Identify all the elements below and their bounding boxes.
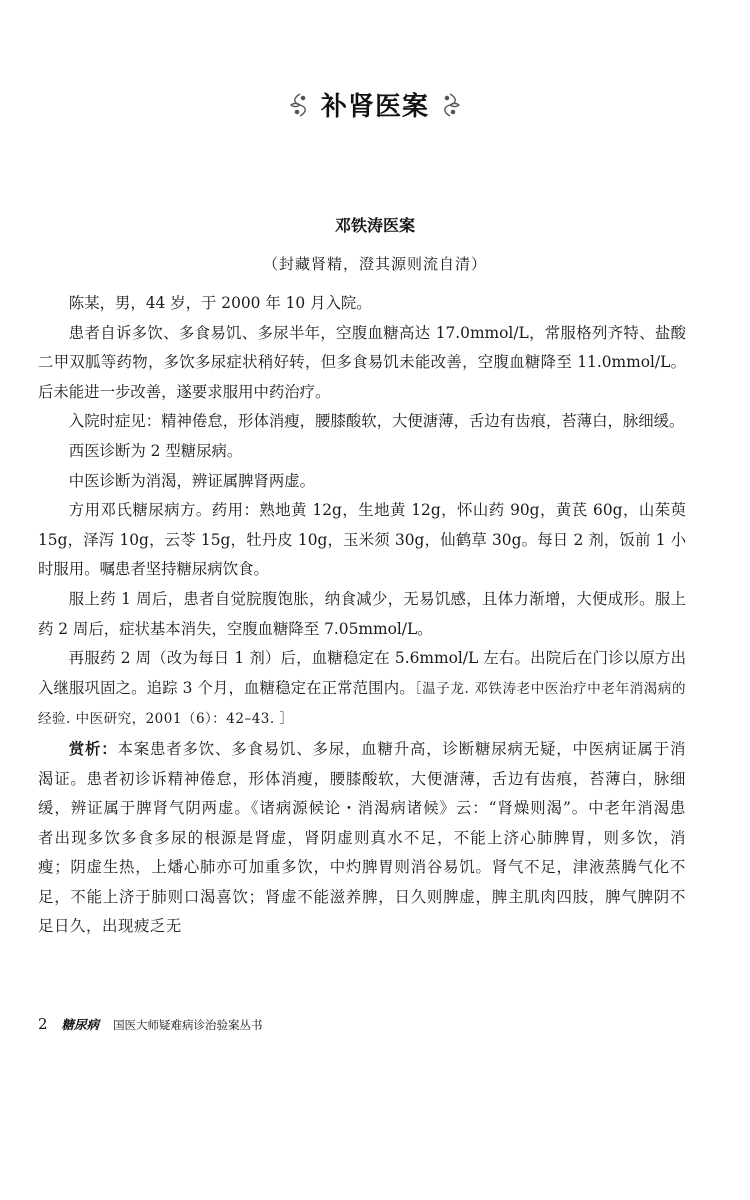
paragraph-progress: 服上药 1 周后，患者自觉脘腹饱胀，纳食减少，无易饥感，且体力渐增，大便成形。服上药 2 周后，症状基本消失，空腹血糖降至 7.05mmol/L。 bbox=[38, 589, 686, 638]
left-ornament-icon bbox=[289, 92, 311, 118]
followup-text: 再服药 2 周（改为每日 1 剂）后，血糖稳定在 5.6mmol/L 左右。出院后在门诊以原方出入继服巩固之。追踪 3 个月，血糖稳定在正常范围内。 bbox=[38, 649, 686, 697]
paragraph-followup bbox=[38, 644, 686, 735]
paragraph-history: 患者自诉多饮、多食易饥、多尿半年，空腹血糖高达 17.0mmol/L，常服格列齐特、盐酸二甲双胍等药物，多饮多尿症状稍好转，但多食易饥未能改善，空腹血糖降至 11.0mmol/L。后未能进一步改善，遂要求服用中药治疗。 bbox=[38, 323, 686, 401]
paragraph-symptoms: 入院时症见：精神倦怠，形体消瘦，腰膝酸软，大便溏薄，舌边有齿痕，苔薄白，脉细缓。 bbox=[68, 412, 685, 431]
chapter-header bbox=[0, 86, 750, 123]
paragraph-admission: 陈某，男，44 岁，于 2000 年 10 月入院。 bbox=[68, 294, 372, 312]
case-subtitle: （封藏肾精，澄其源则流自清） bbox=[262, 255, 487, 273]
paragraph-prescription: 方用邓氏糖尿病方。药用：熟地黄 12g，生地黄 12g，怀山药 90g，黄芪 60g，山茱萸 15g，泽泻 10g，云苓 15g，牡丹皮 10g，玉米须 30g，仙鹤草 30g。每日 2 剂，饭前 1 小时服用。嘱患者坚持糖尿病饮食。 bbox=[38, 501, 686, 579]
case-title: 邓铁涛医案 bbox=[334, 216, 415, 235]
paragraph-tcm-diagnosis: 中医诊断为消渴，辨证属脾肾两虚。 bbox=[68, 471, 316, 490]
case-body bbox=[38, 289, 686, 942]
page-number: 2 bbox=[38, 1015, 48, 1033]
chapter-title: 补肾医案 bbox=[320, 92, 429, 122]
book-name: 糖尿病 bbox=[61, 1017, 100, 1032]
paragraph-western-diagnosis: 西医诊断为 2 型糖尿病。 bbox=[68, 441, 243, 460]
right-ornament-icon bbox=[439, 92, 461, 118]
page-footer bbox=[38, 1015, 688, 1033]
commentary bbox=[38, 735, 686, 942]
series-name: 国医大师疑难病诊治验案丛书 bbox=[113, 1018, 263, 1032]
commentary-label: 赏析： bbox=[68, 739, 118, 758]
commentary-text: 本案患者多饮、多食易饥、多尿，血糖升高，诊断糖尿病无疑，中医病证属于消渴证。患者初诊诉精神倦怠，形体消瘦，腰膝酸软，大便溏薄，舌边有齿痕，苔薄白，脉细缓，辨证属于脾肾气阴两虚。《诸病源候论・消渴病诸候》云：“肾燥则渴”。中老年消渴患者出现多饮多食多尿的根源是肾虚，肾阴虚则真水不足，不能上济心肺脾胃，则多饮，消瘦；阴虚生热，上燔心肺亦可加重多饮，中灼脾胃则消谷易饥。肾气不足，津液蒸腾气化不足，不能上济于肺则口渴喜饮；肾虚不能滋养脾，日久则脾虚，脾主肌肉四肢，脾气脾阴不足日久，出现疲乏无 bbox=[38, 739, 686, 936]
citation: ［温子龙. 邓铁涛老中医治疗中老年消渴病的经验. 中医研究，2001（6）：42–43. ］ bbox=[38, 680, 686, 728]
